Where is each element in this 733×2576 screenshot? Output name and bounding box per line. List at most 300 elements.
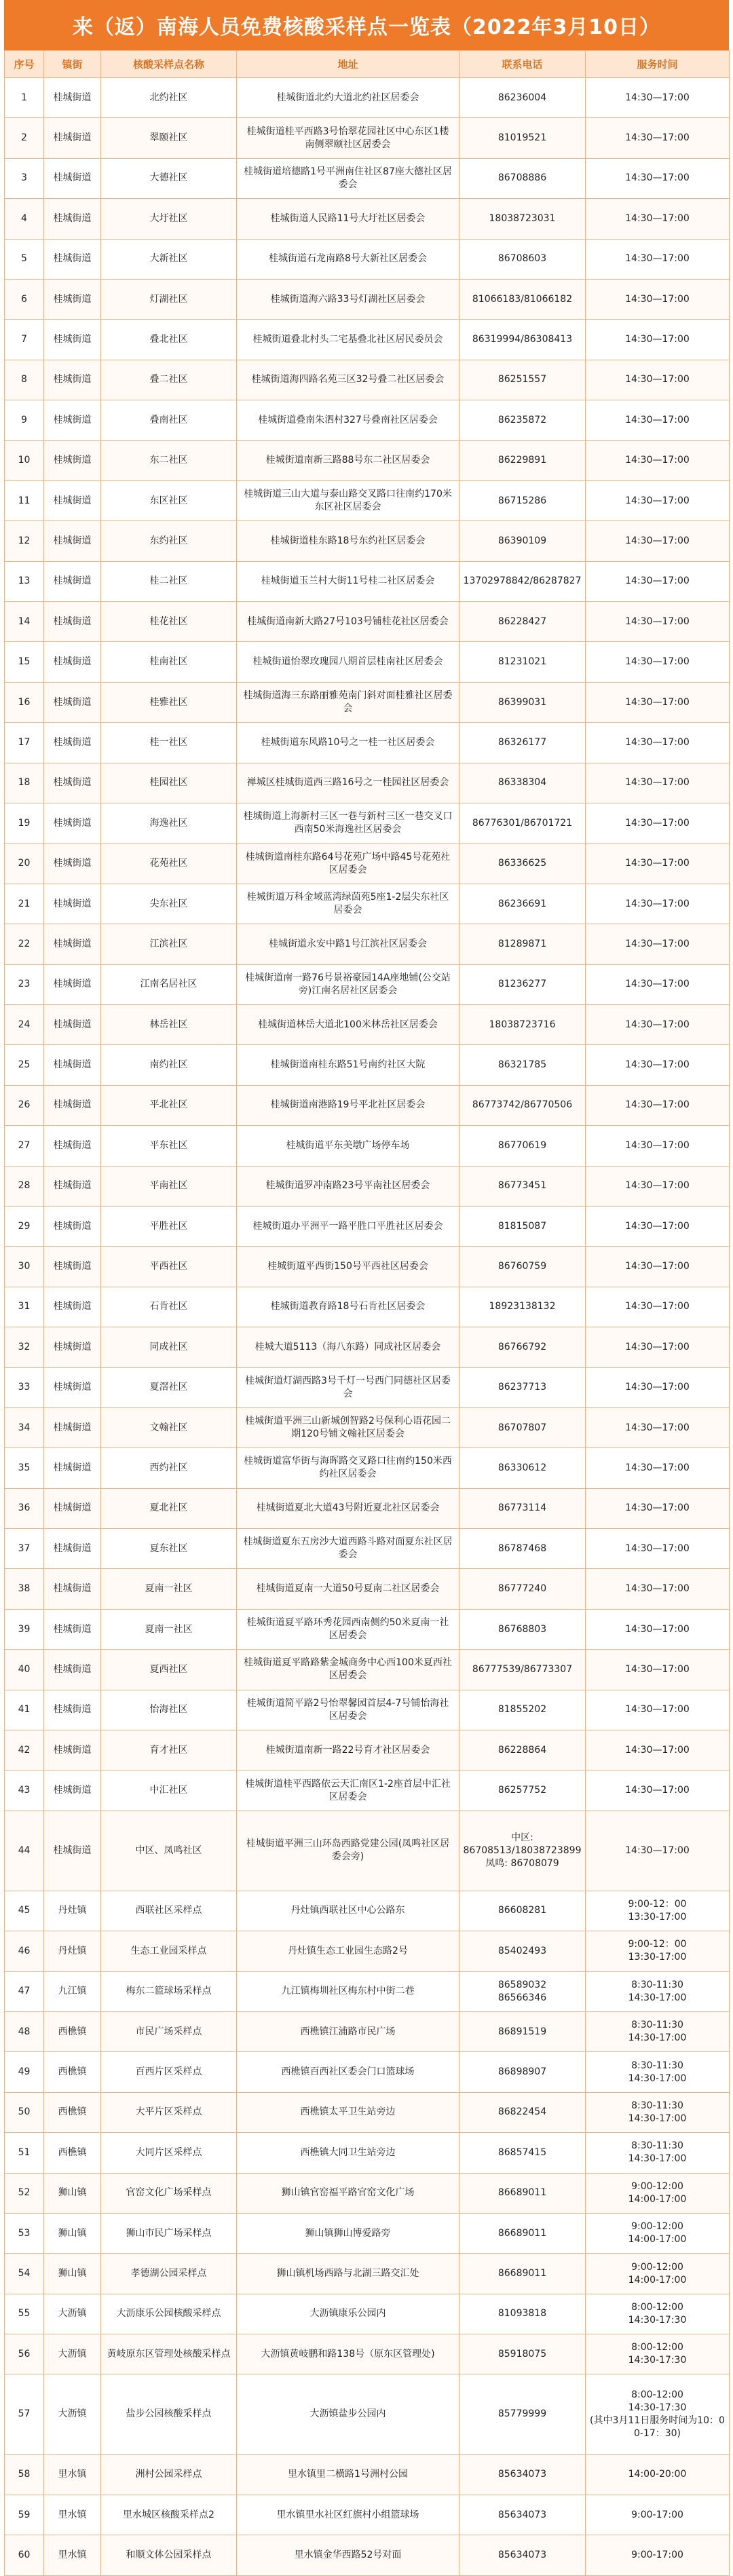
- row-address: 桂城街道林岳大道北100米林岳社区居委会: [237, 1004, 459, 1044]
- row-service-time: 14:30—17:00: [586, 1690, 730, 1730]
- table-row: [5, 1931, 730, 1971]
- row-service-time: 14:30—17:00: [586, 1488, 730, 1528]
- row-index: 47: [5, 1971, 44, 2011]
- row-service-time: 14:30—17:00: [586, 884, 730, 924]
- row-index: 10: [5, 440, 44, 480]
- row-index: 38: [5, 1569, 44, 1609]
- row-site-name: 江滨社区: [101, 924, 237, 964]
- row-address: 桂城街道平西街150号平西社区居委会: [237, 1247, 459, 1287]
- row-site-name: 生态工业园采样点: [101, 1931, 237, 1971]
- row-phone: 18038723031: [459, 199, 586, 239]
- row-phone: 86608281: [459, 1891, 586, 1931]
- row-phone: 81231021: [459, 642, 586, 682]
- row-phone: 81019521: [459, 118, 586, 158]
- row-service-time: 14:30—17:00: [586, 1327, 730, 1367]
- row-phone: 86707807: [459, 1407, 586, 1447]
- row-phone: 86770619: [459, 1126, 586, 1166]
- row-site-name: 同成社区: [101, 1327, 237, 1367]
- row-phone: 86399031: [459, 682, 586, 722]
- header-service-time: 服务时间: [586, 51, 730, 78]
- row-address: 桂城街道夏南一大道50号夏南二社区居委会: [237, 1569, 459, 1609]
- sampling-sites-table: [4, 50, 730, 2576]
- row-index: 25: [5, 1045, 44, 1085]
- row-index: 36: [5, 1488, 44, 1528]
- row-town: 西樵镇: [44, 2052, 101, 2092]
- table-row: [5, 1690, 730, 1730]
- row-town: 桂城街道: [44, 118, 101, 158]
- row-service-time: 14:00-20:00: [586, 2455, 730, 2495]
- row-address: 桂城街道平洲三山新城创智路2号保利心语花园二期120号铺文翰社区居委会: [237, 1407, 459, 1447]
- row-index: 8: [5, 360, 44, 400]
- row-town: 桂城街道: [44, 763, 101, 803]
- row-index: 28: [5, 1166, 44, 1206]
- row-phone: 86336625: [459, 844, 586, 884]
- row-index: 16: [5, 682, 44, 722]
- row-town: 狮山镇: [44, 2213, 101, 2253]
- row-phone: 86689011: [459, 2254, 586, 2294]
- row-service-time: 8:30-11:30 14:30-17:00: [586, 2011, 730, 2051]
- row-town: 桂城街道: [44, 1609, 101, 1649]
- row-index: 57: [5, 2374, 44, 2455]
- row-town: 桂城街道: [44, 440, 101, 480]
- row-service-time: 14:30—17:00: [586, 118, 730, 158]
- row-town: 桂城街道: [44, 803, 101, 844]
- table-row: [5, 2052, 730, 2092]
- row-address: 桂城街道南新三路88号东二社区居委会: [237, 440, 459, 480]
- row-phone: 86330612: [459, 1448, 586, 1488]
- row-town: 丹灶镇: [44, 1931, 101, 1971]
- row-town: 桂城街道: [44, 1166, 101, 1206]
- row-site-name: 南约社区: [101, 1045, 237, 1085]
- row-phone: 86326177: [459, 723, 586, 763]
- row-address: 里水镇里二横路1号洲村公园: [237, 2455, 459, 2495]
- row-index: 35: [5, 1448, 44, 1488]
- table-row: [5, 2213, 730, 2253]
- row-town: 桂城街道: [44, 1247, 101, 1287]
- row-town: 桂城街道: [44, 521, 101, 561]
- row-town: 西樵镇: [44, 2133, 101, 2173]
- row-address: 大沥镇康乐公园内: [237, 2294, 459, 2334]
- row-index: 39: [5, 1609, 44, 1649]
- row-index: 19: [5, 803, 44, 844]
- table-row: [5, 2334, 730, 2374]
- row-index: 48: [5, 2011, 44, 2051]
- row-town: 九江镇: [44, 1971, 101, 2011]
- table-row: [5, 1529, 730, 1569]
- row-index: 15: [5, 642, 44, 682]
- row-index: 46: [5, 1931, 44, 1971]
- row-phone: 86257752: [459, 1770, 586, 1811]
- row-address: 桂城街道罗冲南路23号平南社区居委会: [237, 1166, 459, 1206]
- row-service-time: 14:30—17:00: [586, 1569, 730, 1609]
- row-town: 桂城街道: [44, 1085, 101, 1125]
- row-site-name: 夏西社区: [101, 1650, 237, 1690]
- table-row: [5, 884, 730, 924]
- row-address: 桂城大道5113（海八东路）同成社区居委会: [237, 1327, 459, 1367]
- row-index: 21: [5, 884, 44, 924]
- row-address: 桂城街道南港路19号平北社区居委会: [237, 1085, 459, 1125]
- row-phone: 81066183/81066182: [459, 279, 586, 319]
- row-service-time: 14:30—17:00: [586, 1004, 730, 1044]
- row-service-time: 14:30—17:00: [586, 723, 730, 763]
- row-service-time: 9:00-12：00 13:30-17:00: [586, 1931, 730, 1971]
- table-row: [5, 279, 730, 319]
- row-phone: 18923138132: [459, 1287, 586, 1327]
- row-phone: 86236004: [459, 78, 586, 118]
- row-service-time: 8:00-12:00 14:30-17:30: [586, 2294, 730, 2334]
- table-row: [5, 2254, 730, 2294]
- table-row: [5, 1488, 730, 1528]
- row-service-time: 14:30—17:00: [586, 440, 730, 480]
- row-address: 狮山镇机场西路与北湖三路交汇处: [237, 2254, 459, 2294]
- row-town: 桂城街道: [44, 480, 101, 520]
- row-service-time: 9:00-12:00 14:00-17:00: [586, 2254, 730, 2294]
- table-row: [5, 2535, 730, 2575]
- row-phone: 86773451: [459, 1166, 586, 1206]
- row-site-name: 尖东社区: [101, 884, 237, 924]
- row-index: 17: [5, 723, 44, 763]
- row-address: 桂城街道上海新村三区一巷与新村三区一巷交叉口西南50米海逸社区居委会: [237, 803, 459, 844]
- table-row: [5, 803, 730, 844]
- row-site-name: 百西片区采样点: [101, 2052, 237, 2092]
- row-index: 40: [5, 1650, 44, 1690]
- row-town: 桂城街道: [44, 279, 101, 319]
- row-service-time: 14:30—17:00: [586, 239, 730, 279]
- table-row: [5, 1971, 730, 2011]
- row-site-name: 里水城区核酸采样点2: [101, 2495, 237, 2535]
- row-site-name: 和顺文体公园采样点: [101, 2535, 237, 2575]
- row-address: 桂城街道平东美墩广场停车场: [237, 1126, 459, 1166]
- row-service-time: 14:30—17:00: [586, 561, 730, 601]
- row-service-time: 8:00-12:00 14:30-17:30 (其中3月11日服务时间为10：00-17：30): [586, 2374, 730, 2455]
- row-phone: 86321785: [459, 1045, 586, 1085]
- row-index: 9: [5, 400, 44, 440]
- row-site-name: 大新社区: [101, 239, 237, 279]
- row-site-name: 中汇社区: [101, 1770, 237, 1811]
- row-phone: 86229891: [459, 440, 586, 480]
- row-site-name: 平东社区: [101, 1126, 237, 1166]
- row-service-time: 14:30—17:00: [586, 803, 730, 844]
- row-index: 29: [5, 1206, 44, 1246]
- row-town: 大沥镇: [44, 2334, 101, 2374]
- row-index: 50: [5, 2092, 44, 2132]
- row-service-time: 8:30-11:30 14:30-17:00: [586, 2052, 730, 2092]
- row-town: 桂城街道: [44, 1730, 101, 1770]
- row-town: 桂城街道: [44, 1004, 101, 1044]
- row-phone: 81815087: [459, 1206, 586, 1246]
- row-phone: 86768803: [459, 1609, 586, 1649]
- table-row: [5, 682, 730, 722]
- row-phone: 86822454: [459, 2092, 586, 2132]
- header-site-name: 核酸采样点名称: [101, 51, 237, 78]
- row-phone: 86715286: [459, 480, 586, 520]
- row-site-name: 桂雅社区: [101, 682, 237, 722]
- row-site-name: 大圩社区: [101, 199, 237, 239]
- row-site-name: 平南社区: [101, 1166, 237, 1206]
- row-index: 58: [5, 2455, 44, 2495]
- row-service-time: 14:30—17:00: [586, 924, 730, 964]
- row-town: 桂城街道: [44, 360, 101, 400]
- row-site-name: 文翰社区: [101, 1407, 237, 1447]
- row-phone: 18038723716: [459, 1004, 586, 1044]
- table-row: [5, 239, 730, 279]
- row-town: 桂城街道: [44, 964, 101, 1004]
- row-address: 桂城街道平洲三山环岛西路党建公园(凤鸣社区居委会旁): [237, 1811, 459, 1891]
- row-index: 7: [5, 320, 44, 360]
- row-town: 桂城街道: [44, 1206, 101, 1246]
- row-service-time: 14:30—17:00: [586, 682, 730, 722]
- row-site-name: 江南名居社区: [101, 964, 237, 1004]
- row-site-name: 官窑文化广场采样点: [101, 2173, 237, 2213]
- row-service-time: 9:00-12:00 14:00-17:00: [586, 2213, 730, 2253]
- row-site-name: 东二社区: [101, 440, 237, 480]
- row-address: 桂城街道南新大路27号103号铺桂花社区居委会: [237, 602, 459, 642]
- row-index: 4: [5, 199, 44, 239]
- row-index: 11: [5, 480, 44, 520]
- row-index: 42: [5, 1730, 44, 1770]
- row-index: 13: [5, 561, 44, 601]
- row-address: 桂城街道叠北村头二宅基叠北社区居民委员会: [237, 320, 459, 360]
- row-address: 桂城街道南一路76号景裕豪园14A座地铺(公交站旁)江南名居社区居委会: [237, 964, 459, 1004]
- row-phone: 中区: 86708513/18038723899 凤鸣: 86708079: [459, 1811, 586, 1891]
- row-site-name: 桂一社区: [101, 723, 237, 763]
- row-address: 桂城街道石龙南路8号大新社区居委会: [237, 239, 459, 279]
- row-address: 桂城街道南新一路22号育才社区居委会: [237, 1730, 459, 1770]
- row-service-time: 14:30—17:00: [586, 1609, 730, 1649]
- table-row: [5, 1891, 730, 1931]
- row-phone: 86773742/86770506: [459, 1085, 586, 1125]
- row-address: 桂城街道万科金域蓝湾绿茵苑5座1-2层尖东社区居委会: [237, 884, 459, 924]
- table-row: [5, 1004, 730, 1044]
- table-row: [5, 480, 730, 520]
- row-address: 桂城街道夏北大道43号附近夏北社区居委会: [237, 1488, 459, 1528]
- row-phone: 86777539/86773307: [459, 1650, 586, 1690]
- row-town: 桂城街道: [44, 1690, 101, 1730]
- row-site-name: 桂南社区: [101, 642, 237, 682]
- row-address: 桂城街道怡翠玫瑰园八期首层桂南社区居委会: [237, 642, 459, 682]
- row-index: 41: [5, 1690, 44, 1730]
- row-service-time: 14:30—17:00: [586, 642, 730, 682]
- row-service-time: 14:30—17:00: [586, 1126, 730, 1166]
- row-index: 22: [5, 924, 44, 964]
- row-phone: 86390109: [459, 521, 586, 561]
- row-site-name: 梅东二篮球场采样点: [101, 1971, 237, 2011]
- row-phone: 86776301/86701721: [459, 803, 586, 844]
- table-row: [5, 2495, 730, 2535]
- row-index: 32: [5, 1327, 44, 1367]
- row-town: 桂城街道: [44, 682, 101, 722]
- row-phone: 81289871: [459, 924, 586, 964]
- row-index: 51: [5, 2133, 44, 2173]
- header-address: 地址: [237, 51, 459, 78]
- row-address: 桂城街道人民路11号大圩社区居委会: [237, 199, 459, 239]
- table-row: [5, 1327, 730, 1367]
- table-row: [5, 158, 730, 198]
- table-row: [5, 1609, 730, 1649]
- row-address: 桂城街道富华街与海晖路交叉路口往南约150米西约社区居委会: [237, 1448, 459, 1488]
- row-index: 2: [5, 118, 44, 158]
- row-town: 桂城街道: [44, 561, 101, 601]
- table-row: [5, 78, 730, 118]
- row-town: 狮山镇: [44, 2173, 101, 2213]
- row-address: 桂城街道夏平路环秀花园西南侧约50米夏南一社区居委会: [237, 1609, 459, 1649]
- row-address: 桂城街道培德路1号平洲南住社区87座大德社区居委会: [237, 158, 459, 198]
- row-index: 20: [5, 844, 44, 884]
- table-header-row: [5, 51, 730, 78]
- row-phone: 86760759: [459, 1247, 586, 1287]
- row-town: 桂城街道: [44, 1569, 101, 1609]
- row-town: 里水镇: [44, 2455, 101, 2495]
- row-phone: 86228427: [459, 602, 586, 642]
- row-site-name: 叠南社区: [101, 400, 237, 440]
- row-address: 桂城街道永安中路1号江滨社区居委会: [237, 924, 459, 964]
- row-address: 西樵镇百西社区委会门口篮球场: [237, 2052, 459, 2092]
- row-phone: 85402493: [459, 1931, 586, 1971]
- row-phone: 85634073: [459, 2495, 586, 2535]
- row-phone: 86251557: [459, 360, 586, 400]
- row-address: 狮山镇狮山博爱路旁: [237, 2213, 459, 2253]
- table-row: [5, 602, 730, 642]
- table-row: [5, 1045, 730, 1085]
- row-service-time: 14:30—17:00: [586, 78, 730, 118]
- row-site-name: 北约社区: [101, 78, 237, 118]
- row-town: 桂城街道: [44, 1045, 101, 1085]
- row-phone: 86857415: [459, 2133, 586, 2173]
- row-index: 34: [5, 1407, 44, 1447]
- row-service-time: 8:30-11:30 14:30-17:00: [586, 1971, 730, 2011]
- row-town: 桂城街道: [44, 320, 101, 360]
- row-address: 桂城街道三山大道与泰山路交叉路口往南约170米东区社区居委会: [237, 480, 459, 520]
- row-site-name: 叠二社区: [101, 360, 237, 400]
- row-site-name: 洲村公园采样点: [101, 2455, 237, 2495]
- row-site-name: 孝德湖公园采样点: [101, 2254, 237, 2294]
- row-service-time: 8:00-12:00 14:30-17:30: [586, 2334, 730, 2374]
- row-site-name: 桂花社区: [101, 602, 237, 642]
- row-address: 桂城街道简平路2号怡翠馨园首层4-7号铺怡海社区居委会: [237, 1690, 459, 1730]
- row-address: 桂城街道北约大道北约社区居委会: [237, 78, 459, 118]
- row-index: 18: [5, 763, 44, 803]
- row-index: 45: [5, 1891, 44, 1931]
- row-phone: 13702978842/86287827: [459, 561, 586, 601]
- row-index: 27: [5, 1126, 44, 1166]
- row-site-name: 花苑社区: [101, 844, 237, 884]
- table-row: [5, 2173, 730, 2213]
- table-row: [5, 199, 730, 239]
- row-address: 丹灶镇生态工业园生态路2号: [237, 1931, 459, 1971]
- table-row: [5, 964, 730, 1004]
- row-town: 桂城街道: [44, 78, 101, 118]
- table-row: [5, 763, 730, 803]
- row-town: 桂城街道: [44, 239, 101, 279]
- row-service-time: 9:00-12:00 14:00-17:00: [586, 2173, 730, 2213]
- row-phone: 86891519: [459, 2011, 586, 2051]
- row-town: 桂城街道: [44, 1529, 101, 1569]
- row-address: 九江镇梅圳社区梅东村中街二巷: [237, 1971, 459, 2011]
- row-town: 桂城街道: [44, 924, 101, 964]
- row-service-time: 14:30—17:00: [586, 199, 730, 239]
- row-phone: 86777240: [459, 1569, 586, 1609]
- row-index: 30: [5, 1247, 44, 1287]
- table-row: [5, 1126, 730, 1166]
- row-site-name: 夏滘社区: [101, 1367, 237, 1407]
- row-site-name: 海逸社区: [101, 803, 237, 844]
- row-town: 桂城街道: [44, 1327, 101, 1367]
- row-service-time: 14:30—17:00: [586, 602, 730, 642]
- row-address: 丹灶镇西联社区中心公路东: [237, 1891, 459, 1931]
- row-town: 西樵镇: [44, 2011, 101, 2051]
- table-row: [5, 400, 730, 440]
- row-town: 桂城街道: [44, 884, 101, 924]
- row-index: 53: [5, 2213, 44, 2253]
- row-service-time: 14:30—17:00: [586, 400, 730, 440]
- row-address: 大沥镇盐步公园内: [237, 2374, 459, 2455]
- table-row: [5, 440, 730, 480]
- row-service-time: 8:30-11:30 14:30-17:00: [586, 2133, 730, 2173]
- row-index: 14: [5, 602, 44, 642]
- row-index: 26: [5, 1085, 44, 1125]
- row-service-time: 14:30—17:00: [586, 320, 730, 360]
- row-address: 桂城街道南桂东路51号南约社区大院: [237, 1045, 459, 1085]
- table-row: [5, 1287, 730, 1327]
- table-row: [5, 1247, 730, 1287]
- row-address: 桂城街道桂平西路3号怡翠花园社区中心东区1楼南侧翠颐社区居委会: [237, 118, 459, 158]
- table-row: [5, 1770, 730, 1811]
- table-row: [5, 2133, 730, 2173]
- row-phone: 85634073: [459, 2455, 586, 2495]
- row-service-time: 14:30—17:00: [586, 1367, 730, 1407]
- row-service-time: 14:30—17:00: [586, 1085, 730, 1125]
- row-town: 大沥镇: [44, 2294, 101, 2334]
- row-site-name: 西约社区: [101, 1448, 237, 1488]
- row-phone: 85634073: [459, 2535, 586, 2575]
- row-town: 桂城街道: [44, 642, 101, 682]
- row-index: 52: [5, 2173, 44, 2213]
- row-index: 43: [5, 1770, 44, 1811]
- row-phone: 86589032 86566346: [459, 1971, 586, 2011]
- row-index: 5: [5, 239, 44, 279]
- row-phone: 86766792: [459, 1327, 586, 1367]
- row-site-name: 东区社区: [101, 480, 237, 520]
- row-site-name: 怡海社区: [101, 1690, 237, 1730]
- row-site-name: 平西社区: [101, 1247, 237, 1287]
- row-index: 3: [5, 158, 44, 198]
- row-address: 桂城街道玉兰村大街11号桂二社区居委会: [237, 561, 459, 601]
- row-index: 55: [5, 2294, 44, 2334]
- row-service-time: 14:30—17:00: [586, 279, 730, 319]
- row-phone: 86237713: [459, 1367, 586, 1407]
- row-site-name: 夏北社区: [101, 1488, 237, 1528]
- row-index: 1: [5, 78, 44, 118]
- row-site-name: 翠颐社区: [101, 118, 237, 158]
- row-service-time: 14:30—17:00: [586, 1407, 730, 1447]
- row-index: 23: [5, 964, 44, 1004]
- row-town: 桂城街道: [44, 400, 101, 440]
- row-town: 桂城街道: [44, 1407, 101, 1447]
- row-service-time: 14:30—17:00: [586, 1529, 730, 1569]
- row-site-name: 平胜社区: [101, 1206, 237, 1246]
- row-site-name: 育才社区: [101, 1730, 237, 1770]
- row-address: 桂城街道桂东路18号东约社区居委会: [237, 521, 459, 561]
- row-address: 桂城街道夏平路路紫金城商务中心西100米夏西社区居委会: [237, 1650, 459, 1690]
- table-row: [5, 2011, 730, 2051]
- row-index: 59: [5, 2495, 44, 2535]
- row-town: 大沥镇: [44, 2374, 101, 2455]
- row-phone: 85779999: [459, 2374, 586, 2455]
- table-row: [5, 844, 730, 884]
- row-address: 大沥镇黄岐鹏和路138号（原东区管理处): [237, 2334, 459, 2374]
- row-phone: 81093818: [459, 2294, 586, 2334]
- row-phone: 86319994/86308413: [459, 320, 586, 360]
